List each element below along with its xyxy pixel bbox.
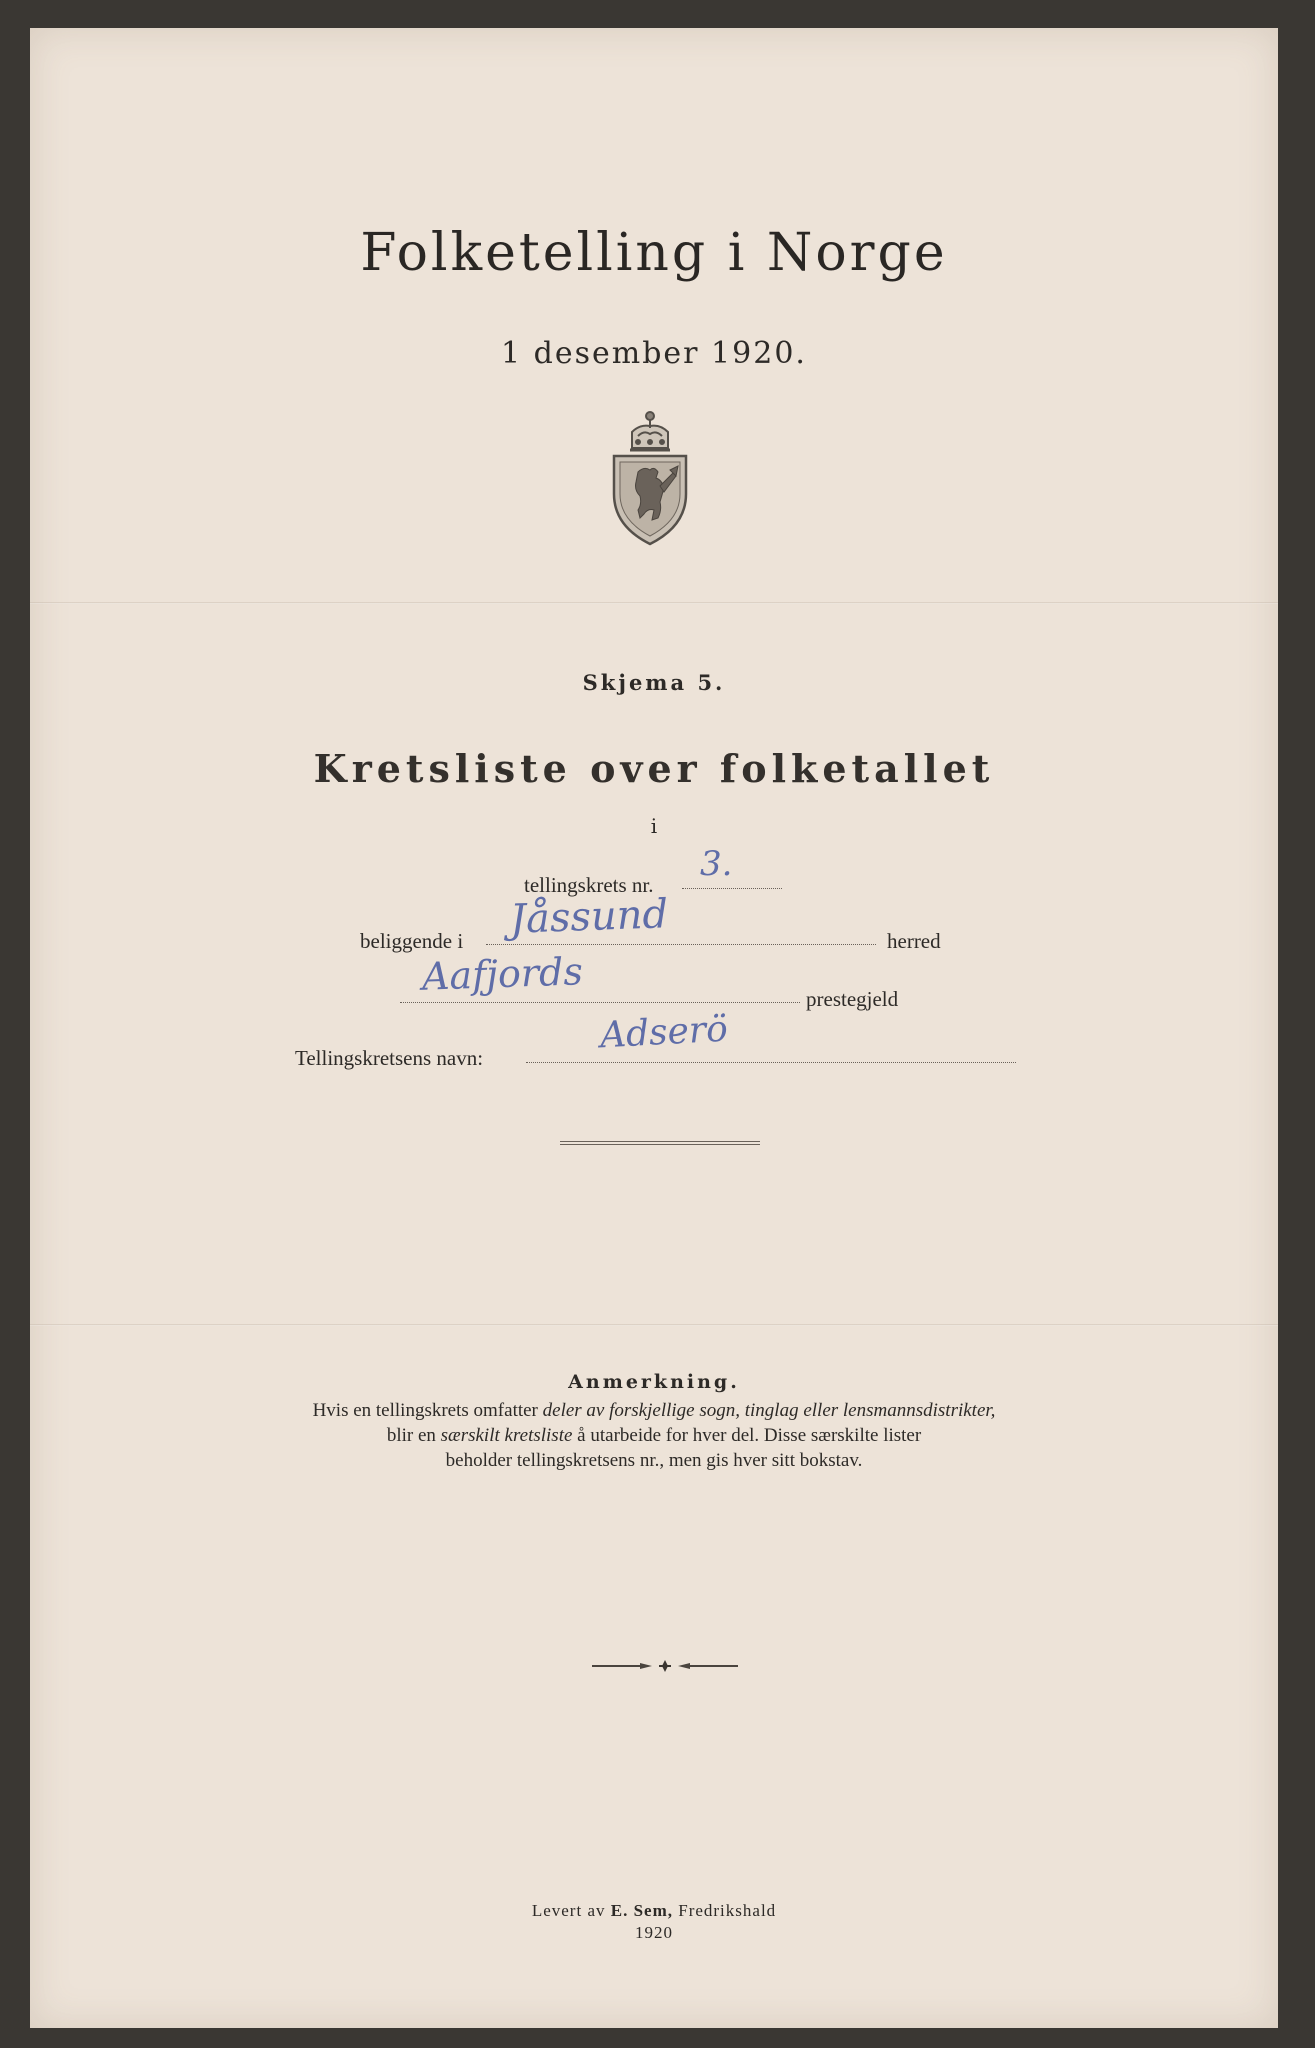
- note-text-emphasis: deler av forskjellige sogn, tinglag eller lensmannsdistrikter,: [542, 1400, 996, 1421]
- note-text-segment: å utarbeide for hver del. Disse særskilte lister: [572, 1425, 922, 1446]
- printer-prefix: Levert av: [531, 1901, 611, 1920]
- form-number: Skjema 5.: [582, 670, 726, 695]
- note-line-3: beholder tellingskretsens nr., men gis hver sitt bokstav.: [445, 1450, 863, 1471]
- herred-label: herred: [887, 929, 941, 953]
- printer-imprint: [30, 1900, 1278, 1944]
- krets-number-value: 3.: [700, 844, 733, 884]
- prestegjeld-value: Aafjords: [421, 949, 584, 999]
- printer-line: [30, 1900, 1278, 1922]
- note-text-segment: Hvis en tellingskrets omfatter: [312, 1400, 543, 1421]
- paper-fold-line: [30, 1324, 1278, 1326]
- ornament-divider-icon: [590, 1658, 740, 1674]
- krets-name-value: Adserö: [599, 1008, 729, 1057]
- note-line-1: [30, 1398, 1278, 1423]
- note-line-2: [30, 1423, 1278, 1448]
- heading-connector: i: [650, 814, 658, 838]
- page-title: Folketelling i Norge: [360, 223, 948, 283]
- paper-fold-line: [30, 602, 1278, 604]
- beliggende-value: Jåssund: [509, 891, 669, 943]
- note-heading: Anmerkning.: [568, 1371, 740, 1393]
- note-text: [30, 1398, 1278, 1473]
- prestegjeld-label: prestegjeld: [806, 987, 899, 1011]
- printer-place: Fredrikshald: [672, 1901, 777, 1920]
- krets-number-label: tellingskrets nr.: [524, 873, 654, 897]
- krets-name-label: Tellingskretsens navn:: [295, 1046, 484, 1070]
- section-divider: [560, 1141, 760, 1145]
- norwegian-coat-of-arms-icon: [602, 406, 698, 546]
- printer-name: E. Sem,: [610, 1901, 673, 1920]
- note-text-emphasis: særskilt kretsliste: [440, 1425, 573, 1446]
- census-form-page: [30, 28, 1278, 2028]
- note-text-segment: blir en: [386, 1425, 441, 1446]
- printer-year: 1920: [635, 1923, 673, 1942]
- form-heading: Kretsliste over folketallet: [313, 746, 995, 791]
- census-date: 1 desember 1920.: [501, 336, 807, 371]
- beliggende-label: beliggende i: [360, 929, 464, 953]
